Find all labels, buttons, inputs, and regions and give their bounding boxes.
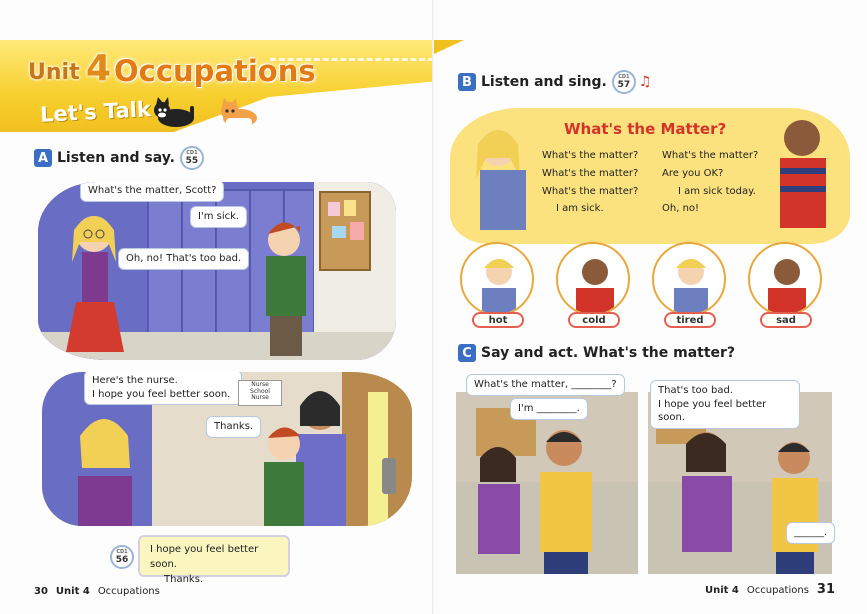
- feeling-label-hot: hot: [472, 312, 524, 328]
- right-footer: [705, 582, 835, 597]
- speech-bubble-im-sick: I'm sick.: [190, 206, 247, 228]
- orange-cat-icon: [216, 98, 262, 130]
- feeling-sad-picture: [748, 242, 822, 316]
- section-c-header: [458, 344, 735, 362]
- lyric-left-1: What's the matter?: [542, 150, 639, 161]
- section-b-title: Listen and sing.: [481, 74, 607, 90]
- act-line-1: That's too bad.: [658, 385, 733, 396]
- unit-title: Occupations: [114, 54, 316, 88]
- cd-track-57-icon[interactable]: CD1 57: [612, 70, 636, 94]
- section-c-title: Say and act. What's the matter?: [481, 345, 736, 361]
- hallway-scene: [38, 182, 396, 360]
- nurse-line-2: I hope you feel better soon.: [92, 388, 231, 400]
- section-b-header: [458, 70, 651, 94]
- left-footer: [34, 586, 160, 597]
- section-c-letter: C: [458, 344, 476, 362]
- nurse-line-1: Here's the nurse.: [92, 375, 178, 386]
- lyric-left-4: I am sick.: [556, 203, 604, 214]
- song-title: What's the Matter?: [564, 120, 727, 138]
- lyric-right-1: What's the matter?: [662, 150, 759, 161]
- lyric-right-4: Oh, no!: [662, 203, 700, 214]
- unit-number: 4: [86, 48, 112, 89]
- section-b-letter: B: [458, 73, 476, 91]
- speech-bubble-too-bad-hope: [650, 380, 800, 429]
- speech-bubble-im-blank: I'm ________.: [510, 398, 588, 420]
- speech-bubble-too-bad: Oh, no! That's too bad.: [118, 248, 249, 270]
- section-a-letter: A: [34, 149, 52, 167]
- speech-bubble-whats-matter-blank: What's the matter, ________?: [466, 374, 625, 396]
- section-a-title: Listen and say.: [57, 150, 175, 166]
- feeling-label-sad: sad: [760, 312, 812, 328]
- left-footer-title: Occupations: [97, 586, 160, 597]
- speech-bubble-heres-nurse: [84, 372, 242, 405]
- feeling-cold-picture: [556, 242, 630, 316]
- right-footer-title: Occupations: [746, 585, 809, 596]
- nurse-scene: [42, 372, 412, 526]
- note-line-1: I hope you feel better soon.: [150, 544, 259, 570]
- phrase-note-box: [138, 535, 290, 585]
- lets-talk-title: Let's Talk: [39, 97, 152, 127]
- music-note-icon: ♫: [638, 74, 652, 90]
- unit-banner: [0, 40, 434, 132]
- black-cat-icon: [152, 96, 200, 130]
- speech-bubble-whats-matter: What's the matter, Scott?: [80, 182, 224, 202]
- section-a-header: [34, 146, 204, 170]
- speech-bubble-thanks: Thanks.: [206, 416, 261, 438]
- feeling-hot-picture: [460, 242, 534, 316]
- right-page-number: 31: [816, 582, 835, 597]
- left-footer-unit: Unit 4: [55, 586, 90, 597]
- cd-track-55-icon[interactable]: CD1 55: [180, 146, 204, 170]
- feeling-label-cold: cold: [568, 312, 620, 328]
- feeling-label-tired: tired: [664, 312, 716, 328]
- right-footer-unit: Unit 4: [704, 585, 739, 596]
- note-line-2: Thanks.: [164, 574, 204, 585]
- school-nurse-sign: Nurse School Nurse: [238, 380, 282, 406]
- lyric-left-3: What's the matter?: [542, 186, 639, 197]
- right-page: [434, 0, 867, 614]
- act-line-2: I hope you feel better soon.: [658, 398, 767, 423]
- lyric-left-2: What's the matter?: [542, 168, 639, 179]
- speech-bubble-blank: ______.: [786, 522, 835, 544]
- right-banner-corner: [434, 40, 464, 54]
- left-page-number: 30: [34, 586, 48, 597]
- feeling-tired-picture: [652, 242, 726, 316]
- lyric-right-3: I am sick today.: [678, 186, 756, 197]
- lyric-right-2: Are you OK?: [662, 168, 724, 179]
- unit-word: Unit: [28, 60, 80, 85]
- cd-track-56-icon[interactable]: CD1 56: [110, 545, 134, 569]
